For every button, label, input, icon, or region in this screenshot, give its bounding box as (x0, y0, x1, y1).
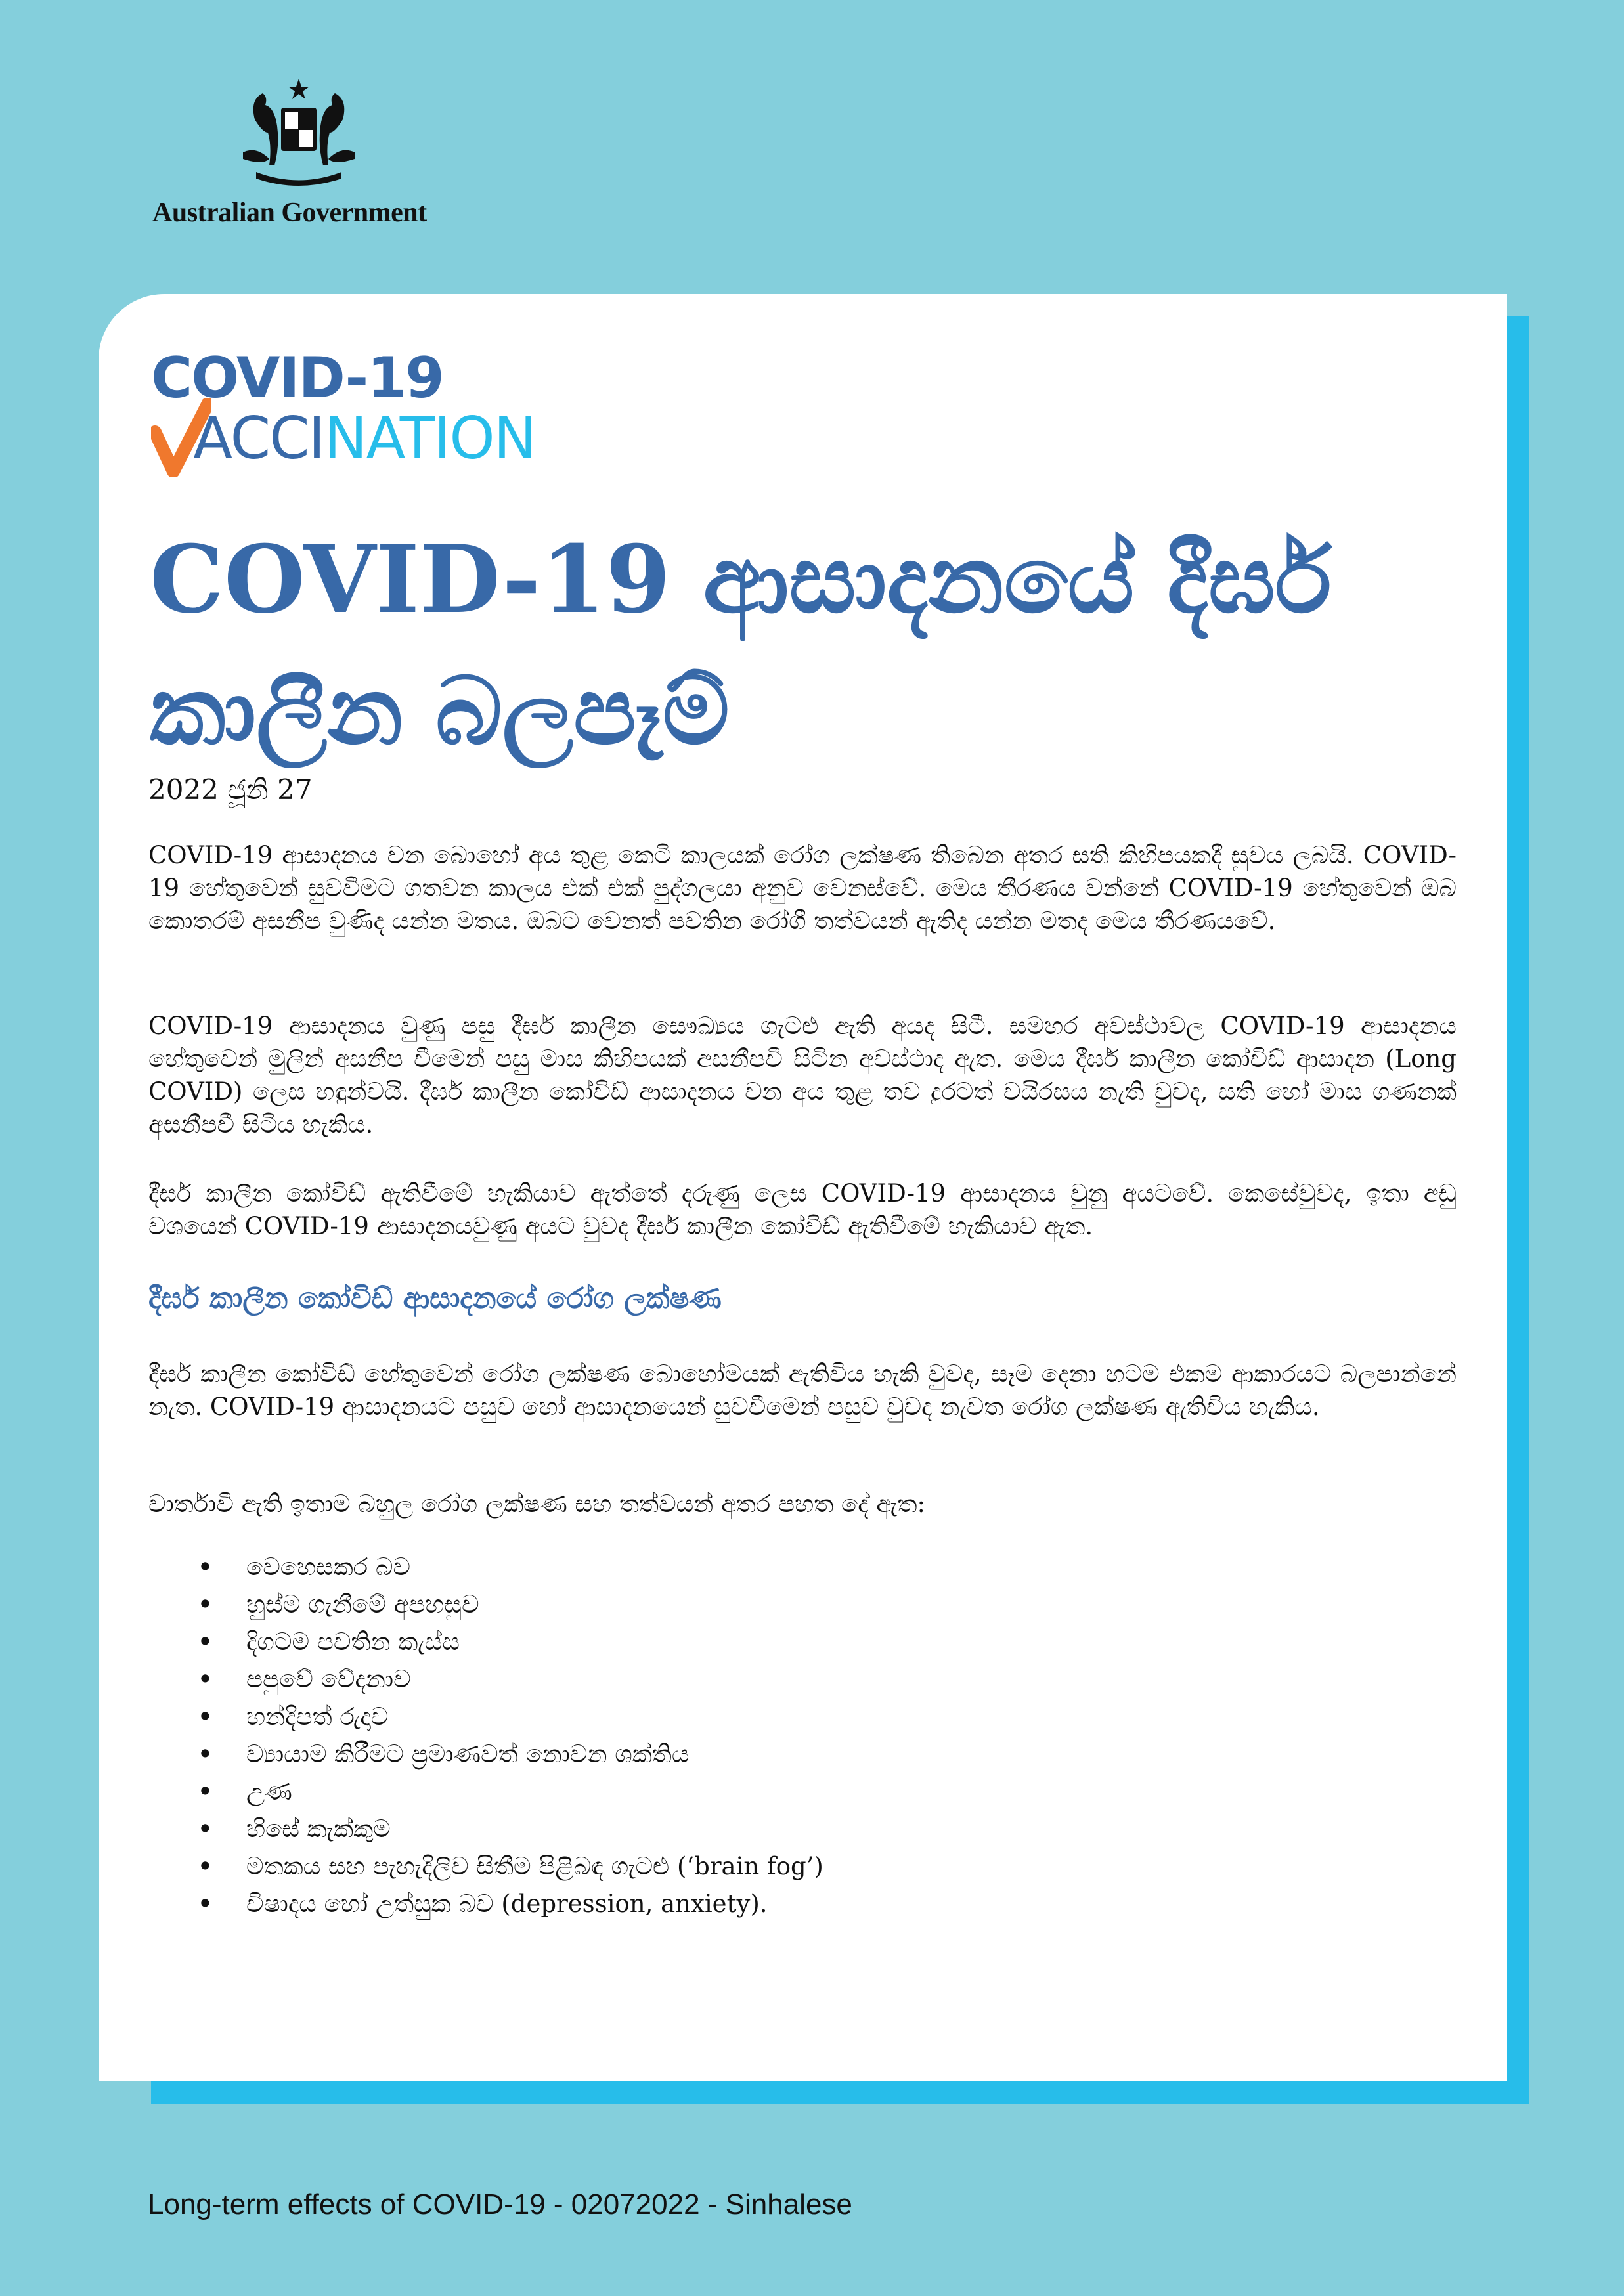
government-name: Australian Government (152, 198, 427, 228)
bullet-icon: • (197, 1700, 213, 1733)
logo-line2-part2: NATION (324, 404, 536, 472)
symptom-text: විෂාදය හෝ උත්සුක බව (depression, anxiety). (246, 1890, 768, 1918)
coat-of-arms-icon (217, 74, 381, 192)
bullet-icon: • (197, 1850, 213, 1882)
symptom-text: දිගටම පවතින කැස්ස (246, 1628, 460, 1656)
page-title: COVID-19 ආසාදනයේ දීර්ඝ කාලීන බලපෑම් (150, 525, 1332, 766)
list-item (197, 1660, 1445, 1698)
list-item (197, 1885, 1445, 1922)
list-item (197, 1548, 1445, 1586)
bullet-icon: • (197, 1813, 213, 1845)
symptom-text: හුස්ම ගැනීමේ අපහසුව (246, 1590, 479, 1618)
content-card (99, 294, 1507, 2081)
bullet-icon: • (197, 1663, 213, 1695)
list-item (197, 1698, 1445, 1735)
bullet-icon: • (197, 1738, 213, 1770)
bullet-icon: • (197, 1775, 213, 1808)
symptom-text: පපුවේ වේදනාව (246, 1665, 411, 1693)
section-heading: දීර්ඝ කාලීන කෝවිඩ් ආසාදනයේ රෝග ලක්ෂණ (148, 1282, 722, 1315)
symptom-text: ව්‍යායාම කිරීමට ප්‍රමාණවත් නොවන ශක්තිය (246, 1740, 690, 1768)
footer-text: Long-term effects of COVID-19 - 02072022 - Sinhalese (148, 2188, 852, 2220)
symptom-text: හන්දිපත් රුදාව (246, 1702, 389, 1731)
list-item (197, 1773, 1445, 1810)
bullet-icon: • (197, 1626, 213, 1658)
section-paragraph: දීර්ඝ කාලීන කෝවිඩ් හේතුවෙන් රෝග ලක්ෂණ බොහෝමයක් ඇතිවිය හැකි වුවද, සෑම දෙනා හටම එකම ආකාරයට බලපාන්නේ නැත. COVID-19 ආසාදනයට පසුව හෝ ආසාදනයෙන් සුවවීමෙන් පසුව වුවද නැවත රෝග ලක්ෂණ ඇතිවිය හැකිය. (148, 1360, 1457, 1421)
bullet-icon: • (197, 1888, 213, 1920)
logo-line1: COVID-19 (151, 345, 443, 411)
paragraph-2: COVID-19 ආසාදනය වුණු පසු දීර්ඝ කාලීන සෞඛ්‍යය ගැටළු ඇති අයද සිටී. සමහර අවස්ථාවල COVID-19 ආසාදනය හේතුවෙන් මුලින් අසනීප වීමෙන් පසු මාස කිහිපයක් අසනීපවී සිටින අවස්ථාද ඇත. මෙය දීර්ඝ කාලීන කෝවිඩ් ආසාදන (Long COVID) ලෙස හඳුන්වයි. දීර්ඝ කාලීන කෝවිඩ් ආසාදනය වන අය තුළ තව දුරටත් වයිරසය නැති වුවද, සති හෝ මාස ගණනක් අසනීපවී සිටිය හැකිය. (148, 1012, 1457, 1138)
bullet-icon: • (197, 1588, 213, 1620)
covid-vaccination-logo (151, 347, 611, 471)
list-intro: වාර්තාවී ඇති ඉතාම බහුල රෝග ලක්ෂණ සහ තත්වයන් අතර පහත දේ ඇත: (148, 1490, 926, 1518)
list-item (197, 1623, 1445, 1660)
symptom-text: හිසේ කැක්කුම (246, 1815, 391, 1843)
list-item (197, 1810, 1445, 1848)
list-item (197, 1735, 1445, 1773)
symptom-text: උණ (246, 1777, 292, 1806)
logo-line2-part1: ACCI (193, 404, 324, 472)
bullet-icon: • (197, 1551, 213, 1583)
symptom-text: මතකය සහ පැහැදිලිව සිතීම පිළිබඳ ගැටළු (‘brain fog’) (246, 1852, 823, 1880)
symptom-list (197, 1548, 1445, 1922)
list-item (197, 1848, 1445, 1885)
symptom-text: වෙහෙසකර බව (246, 1553, 410, 1581)
publication-date: 2022 ජූනි 27 (148, 773, 313, 806)
paragraph-3: දීර්ඝ කාලීන කෝවිඩ් ඇතිවීමේ හැකියාව ඇත්තේ දරුණු ලෙස COVID-19 ආසාදනය වුනු අයටවේ. කෙසේවුවද, ඉතා අඩු වශයෙන් COVID-19 ආසාදනයවුණු අයට වුවද දීර්ඝ කාලීන කෝවිඩ් ඇතිවීමේ හැකියාව ඇත. (148, 1179, 1457, 1240)
checkmark-icon (151, 398, 211, 477)
list-item (197, 1586, 1445, 1623)
paragraph-1: COVID-19 ආසාදනය වන බොහෝ අය තුළ කෙටි කාලයක් රෝග ලක්ෂණ තිබෙන අතර සති කිහිපයකදී සුවය ලබයි. COVID-19 හේතුවෙන් සුවවීමට ගතවන කාලය එක් එක් පුද්ගලයා අනුව වෙනස්වේ. මෙය තීරණය වන්නේ COVID-19 හේතුවෙන් ඔබ කොතරම් අසනීප වුණිද යන්න මතය. ඔබට වෙනත් පවතින රෝගී තත්වයන් ඇතිද යන්න මතද මෙය තීරණයවේ. (148, 841, 1457, 935)
